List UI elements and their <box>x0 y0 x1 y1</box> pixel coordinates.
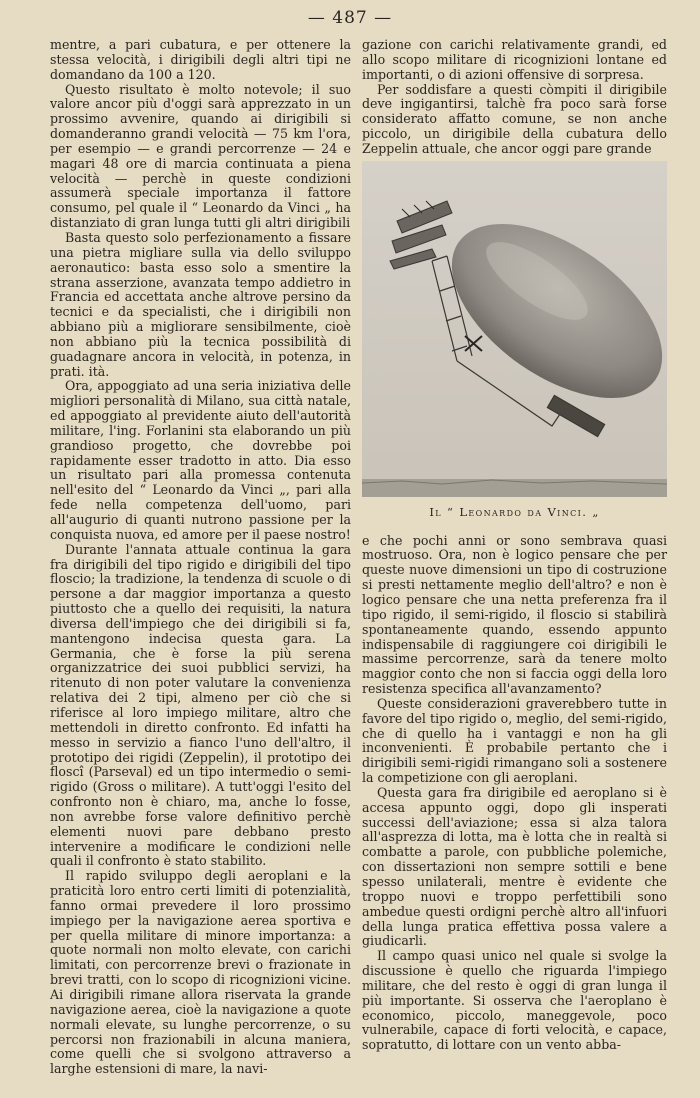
paragraph: Durante l'annata attuale continua la gara fra dirigibili del tipo rigido e dirigibili del tipo floscio; la tradizione, la tendenza di scuole o di persone a dar maggior importanza a questo piuttosto che a quello dei requisiti, la natura diversa dell'impiego che dei dirigibili si fa, mantengono indecisa questa gara. La Germania, che è forse la più serena organizzatrice dei suoi pubblici servizi, ha ritenuto di non poter valutare la convenienza relativa dei 2 tipi, almeno per ciò che si riferisce al loro impiego militare, altro che mettendoli in diretto confronto. Ed infatti ha messo in servizio a fianco l'uno dell'altro, il prototipo dei rigidi (Zeppelin), il prototipo dei floscî (Parseval) ed un tipo intermedio o semi-rigido (Gross o militare). A tutt'oggi l'esito del confronto non è chiaro, ma, anche lo fosse, non avrebbe forse valore definitivo perchè elementi nuovi pare debbano presto intervenire a modificare le condizioni nelle quali il confronto è stato stabilito. <box>50 541 351 869</box>
paragraph: Basta questo solo perfezionamento a fissare una pietra migliare sulla via dello sviluppo aeronautico: basta esso solo a smentire la strana asserzione, avanzata tempo addietro in Francia ed accettata anche altrove persino da tecnici e da specialisti, che i dirigibili non abbiano più a migliorare sensibilmente, cioè non abbiano più la tecnica possibilità di guadagnare ancora in velocità, in potenza, in prati. ità. <box>50 229 351 379</box>
page-number: — 487 — <box>307 8 393 28</box>
photo-caption: Il “ Leonardo da Vinci. „ <box>429 504 600 519</box>
right-column-bottom-text <box>362 534 667 1054</box>
paragraph: Per soddisfare a questi còmpiti il dirigibile deve ingigantirsi, talchè fra poco sarà forse considerato affatto comune, se non anche piccolo, un dirigibile della cubatura dello Zeppelin attuale, che ancor oggi pare grande <box>362 81 667 156</box>
right-column-top-text <box>362 38 667 157</box>
paragraph: Il rapido sviluppo degli aeroplani e la praticità loro entro certi limiti di potenzialità, fanno ormai prevedere il loro prossimo impiego per la navigazione aerea sportiva e per quella militare di minore importanza: a quote normali non molto elevate, con carichi limitati, con percorrenze brevi o frazionate in brevi tratti, con lo scopo di ricognizioni vicine. Ai dirigibili rimane allora riservata la grande navigazione aerea, cioè la navigazione a quote normali elevate, su lunghe percorrenze, o su percorsi non frazionabili in alcuna maniera, come quelli che si svolgono attraverso a larghe estensioni di mare, la navi- <box>50 868 351 1077</box>
right-column <box>362 38 667 1053</box>
paragraph: e che pochi anni or sono sembrava quasi mostruoso. Ora, non è logico pensare che per queste nuove dimensioni un tipo di costruzione si presti nettamente meglio dell'altro? e non è logico pensare che una netta preferenza fra il tipo rigido, il semi-rigido, il floscio si stabilirà spontaneamente quando, essendo appunto indispensabile di raggiungere coi dirigibili le massime percorrenze, sarà da tenere molto maggior conto che non si faccia oggi della loro resistenza specifica all'avanzamento? <box>362 532 667 697</box>
paragraph: Ora, appoggiato ad una seria iniziativa delle migliori personalità di Milano, sua città natale, ed appoggiato al previdente aiuto dell'autorità militare, l'ing. Forlanini sta elaborando un più grandioso progetto, che dovrebbe poi rapidamente esser tradotto in atto. Dia esso un risultato pari alla promessa contenuta nell'esito del “ Leonardo da Vinci „, pari alla fede nella competenza dell'uomo, pari all'augurio di quanti nutrono passione per la conquista nuova, ed amore per il paese nostro! <box>50 378 351 542</box>
airship-illustration <box>362 161 667 497</box>
paragraph: Questa gara fra dirigibile ed aeroplano si è accesa appunto oggi, dopo gli insperati successi dell'aviazione; essa si alza talora all'asprezza di lotta, ma è lotta che in realtà si combatte a parole, con pubbliche polemiche, con dissertazioni non sempre sottili e bene spesso unilaterali, mentre è evidente che troppo nuovi e troppo perfettibili sono ambedue questi ordigni perchè altro all'infuori della lunga pratica effettiva possa valere a giudicarli. <box>362 784 667 949</box>
left-column <box>50 38 351 1077</box>
paragraph: gazione con carichi relativamente grandi, ed allo scopo militare di ricognizioni lontane ed importanti, o di azioni offensive di sorpresa. <box>362 37 667 82</box>
paragraph: Il campo quasi unico nel quale si svolge la discussione è quello che riguarda l'impiego militare, che del resto è oggi di gran lunga il più importante. Si osserva che l'aeroplano è economico, piccolo, maneggevole, poco vulnerabile, capace di forti velocità, e capace, sopratutto, di lottare con un vento abba- <box>362 948 667 1053</box>
paragraph: Queste considerazioni graverebbero tutte in favore del tipo rigido o, meglio, del semi-rigido, che di quello ha i vantaggi e non ha gli inconvenienti. È probabile pertanto che i dirigibili semi-rigidi rimangano soli a sostenere la competizione con gli aeroplani. <box>362 695 667 786</box>
paragraph: Questo risultato è molto notevole; il suo valore ancor più d'oggi sarà apprezzato in un prossimo avvenire, quando ai dirigibili si domanderanno grandi velocità — 75 km l'ora, per esempio — e grandi percorrenze — 24 e magari 48 ore di marcia continuata a piena velocità — perchè in queste condizioni assumerà speciale importanza il fattore consumo, pel quale il “ Leonardo da Vinci „ ha distanziato di gran lunga tutti gli altri dirigibili <box>50 81 351 231</box>
airship-photo <box>362 161 667 497</box>
paragraph: mentre, a pari cubatura, e per ottenere la stessa velocità, i dirigibili degli altri tipi ne domandano da 100 a 120. <box>50 37 351 82</box>
